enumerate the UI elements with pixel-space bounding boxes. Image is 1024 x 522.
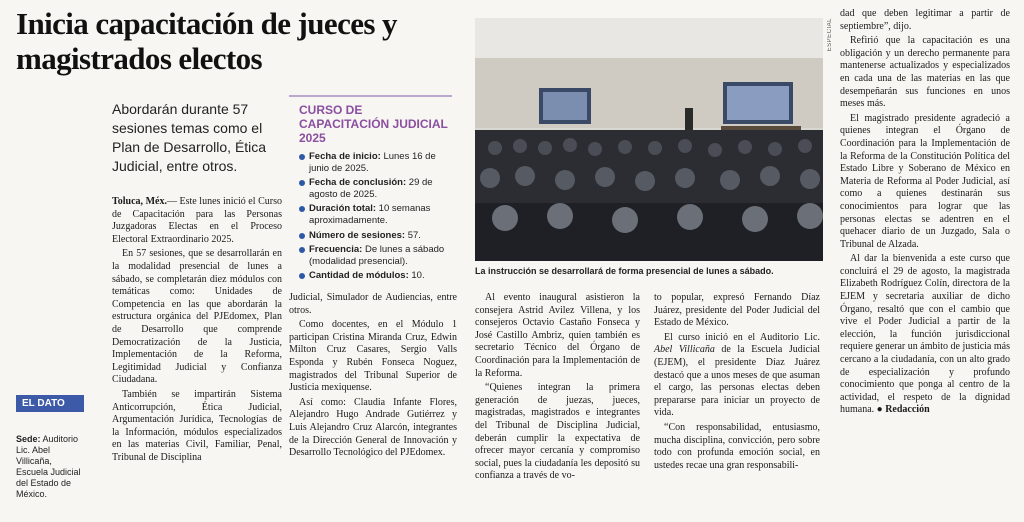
dato-title: EL DATO — [16, 395, 84, 412]
paragraph: “Con responsabilidad, entusiasmo, mucha disciplina, convicción, pero sobre todo con profunda emoción social, en ustedes recae una gran responsabili- — [654, 421, 820, 471]
headline: Inicia capacitación de jueces y magistrados electos — [16, 6, 397, 76]
photo-caption: La instrucción se desarrollará de forma presencial de lunes a sábado. — [475, 266, 774, 276]
dato-text: Sede: Auditorio Lic. Abel Villicaña, Escuela Judicial del Estado de México. — [16, 434, 81, 499]
article-column-5 — [840, 8, 1010, 419]
event-photo — [475, 18, 823, 261]
infobox-item: Fecha de conclusión: 29 de agosto de 2025. — [299, 177, 452, 200]
paragraph: Como docentes, en el Módulo 1 participan Cristina Miranda Cruz, Edwin Milton Cruz Casares, Sergio Valls Esponda y Rubén Fonseca Noguez, magistrados del Tribunal Superior de Justicia mexiquense. — [289, 319, 457, 394]
subheadline: Abordarán durante 57 sesiones temas como el Plan de Desarrollo, Ética Judicial, entre otros. — [112, 101, 267, 174]
course-infobox — [289, 95, 452, 282]
paragraph: El magistrado presidente agradeció a quienes integran el Órgano de Coordinación para la Implementación de la Reforma de la Constitución Política del Estado Libre y Soberano de México en Materia de Reforma al Poder Judicial, así como a quienes destinarán sus conocimientos para lograr que las personas electas se adentren en el quehacer diario de un Juzgado, Sala o Tribunal de Alzada. — [840, 112, 1010, 250]
paragraph: Al evento inaugural asistieron la consejera Astrid Avilez Villena, y los consejeros Octavio Castaño Fonseca y José Castillo Ambriz, quien también es secretario Técnico del Órgano de Coordinación para la Implementación de la Reforma. — [475, 292, 640, 379]
dato-box — [16, 395, 84, 500]
photo-credit: ESPECIAL — [827, 18, 833, 52]
paragraph: También se impartirán Sistema Anticorrupción, Ética Judicial, Argumentación Jurídica, Tecnologías de la Información, módulos especializados en las materias Civil, Familiar, Penal, Tribunal de Disciplina — [112, 388, 282, 463]
infobox-item: Fecha de inicio: Lunes 16 de junio de 2025. — [299, 151, 452, 174]
paragraph: En 57 sesiones, que se desarrollarán en la modalidad presencial de lunes a sábado, se completarán diez módulos con temáticas como: Unidades de Competencia en las que abordarán la estructura orgánica del PJEdomex, Plan de Desarrollo que comprende Democratización de la Justicia, Implementación de la Reforma, Legitimidad Judicial y Confianza Ciudadana. — [112, 248, 282, 386]
auditorium-image — [475, 18, 823, 261]
paragraph: Al dar la bienvenida a este curso que concluirá el 29 de agosto, la magistrada Elizabeth Rodríguez Colín, directora de la EJEM y secretaria auxiliar de dicho Órgano, resaltó que con el cambio que vive el Poder Judicial a partir de la elección, la función jurisdiccional requiere generar un ámbito de justicia más cercano a la ciudadanía, con un alto grado de especialización y profundo conocimiento que ponga al centro de la actividad, el respeto de la dignidad humana. ● Redacción — [840, 253, 1010, 416]
infobox-list — [289, 151, 452, 282]
infobox-item: Duración total: 10 semanas aproximadamente. — [299, 203, 452, 226]
paragraph: “Quienes integran la primera generación de juezas, jueces, magistradas, magistrados e integrantes del Tribunal de Disciplina Judicial, deberán cumplir la expectativa de ofrecer mayor cercanía y compromiso social, pues la ciudadanía les depositó su confianza a través de vo- — [475, 382, 640, 482]
infobox-item: Número de sesiones: 57. — [299, 230, 452, 242]
paragraph: Judicial, Simulador de Audiencias, entre otros. — [289, 292, 457, 316]
dateline: Toluca, Méx. — [112, 196, 167, 207]
paragraph: to popular, expresó Fernando Díaz Juárez, presidente del Poder Judicial del Estado de México. — [654, 292, 820, 329]
paragraph: dad que deben legitimar a partir de septiembre”, dijo. — [840, 8, 1010, 32]
signature: Redacción — [885, 404, 930, 416]
infobox-item: Frecuencia: De lunes a sábado (modalidad presencial). — [299, 244, 452, 267]
paragraph: Refirió que la capacitación es una obligación y un derecho permanente para mantenerse actualizados y especializados en cada una de las materias en las que desempeñarán sus funciones en unos meses más. — [840, 35, 1010, 110]
infobox-item: Cantidad de módulos: 10. — [299, 270, 452, 282]
article-column-1: Toluca, Méx.— Este lunes inició el Curso de Capacitación para las Personas Juzgadoras Electas en el Proceso Electoral Extraordinario 2025. En 57 sesiones, que se desarrollarán en la modalidad presencial de lunes a sábado, se completarán diez módulos con temáticas como: Unidades de Competencia en las que abordarán la estructura orgánica del PJEdomex, Plan de Desarrollo que comprende Democratización de la Justicia, Implementación de la Reforma, Legitimidad Judicial y Confianza Ciudadana. También se impartirán Sistema Anticorrupción, Ética Judicial, Argumentación Jurídica, Tecnologías de la Información, módulos especializados en las materias Civil, Familiar, Penal, Tribunal de Disciplina — [112, 196, 282, 463]
article-column-3 — [475, 292, 640, 485]
paragraph: El curso inició en el Auditorio Lic. Abel Villicaña de la Escuela Judicial (EJEM), el presidente Díaz Juárez destacó que a unos meses de que asuman el cargo, las personas electas deben prepararse para iniciar un proyecto de vida. — [654, 331, 820, 419]
article-column-4 — [654, 292, 820, 474]
infobox-title: CURSO DE CAPACITACIÓN JUDICIAL 2025 — [299, 103, 448, 145]
paragraph: Así como: Claudia Infante Flores, Alejandro Hugo Andrade Gutiérrez y Luis Alejandro Cruz Alarcón, integrantes de la Dirección General de Innovación y Desarrollo Tecnológico del PJEdomex. — [289, 396, 457, 459]
article-column-2 — [289, 292, 457, 462]
